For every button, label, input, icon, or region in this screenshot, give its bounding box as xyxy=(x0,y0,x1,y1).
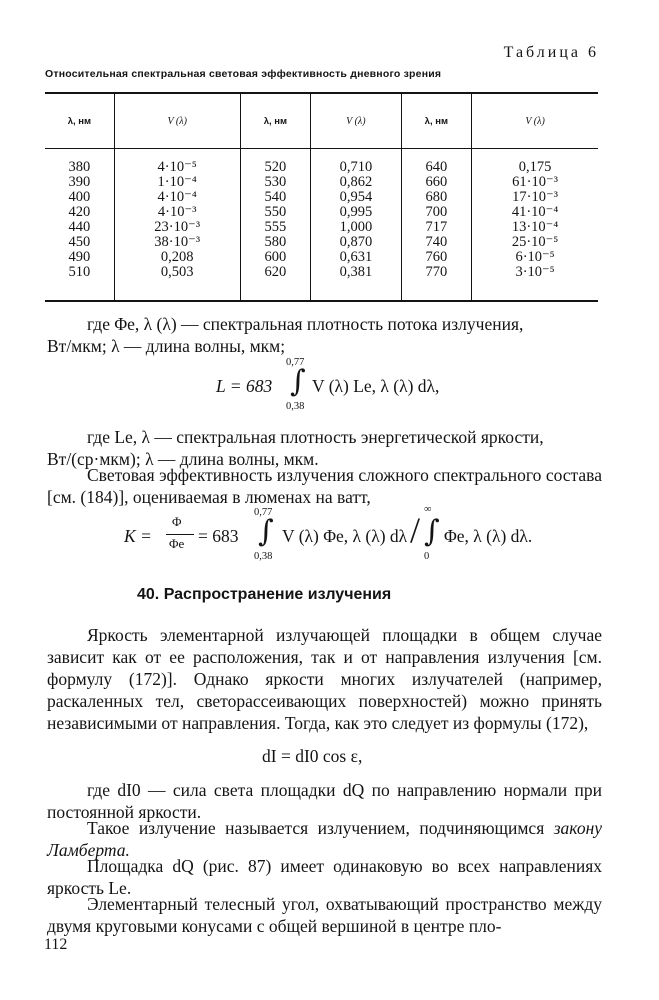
integrand: V (λ) Φe, λ (λ) dλ xyxy=(282,526,408,546)
table-cell: 6·10⁻⁵ xyxy=(515,249,555,265)
table-cell: 530 xyxy=(240,175,311,190)
paragraph-efficiency: Световая эффективность излучения сложного спектрального состава [см. (184)], оцениваемая в люменах на ватт, xyxy=(47,465,602,507)
table-cell: 0,175 xyxy=(518,159,552,175)
table-cell: 41·10⁻⁴ xyxy=(511,204,559,220)
table-cell: 61·10⁻³ xyxy=(512,174,558,190)
table-cell: 680 xyxy=(401,190,472,205)
division-slash: / xyxy=(410,510,421,550)
text-line: Вт/(ср·мкм); λ — длина волны, мкм. xyxy=(47,449,319,469)
upper-limit: ∞ xyxy=(424,504,432,515)
formula-lhs: L = 683 xyxy=(216,376,273,396)
table-cell: 0,631 xyxy=(311,250,401,265)
table-cell: 550 xyxy=(240,205,311,220)
table-cell: 38·10⁻³ xyxy=(114,235,240,250)
table-cell: 4·10⁻⁴ xyxy=(114,190,240,205)
paragraph-brightness: Яркость элементарной излучающей площадки в общем случае зависит как от ее расположения, так и от направления излучения [см. формулу (172)]. Однако яркости многих излучателей (например, раскаленных тел, светорассеивающих поверхностей) можно принять независимыми от направления. Тогда, как это следует из формулы (172), xyxy=(47,625,602,733)
table-cell: 0,954 xyxy=(311,190,401,205)
data-table xyxy=(45,92,598,302)
formula-lhs: K = xyxy=(124,526,152,546)
column-header: λ, нм xyxy=(45,93,114,149)
table-cell: 420 xyxy=(45,205,114,220)
table-cell: 4·10⁻⁵ xyxy=(114,149,240,176)
column-header: V (λ) xyxy=(311,93,401,149)
table-cell: 440 xyxy=(45,220,114,235)
table-header-row xyxy=(45,93,598,149)
table-cell: 740 xyxy=(401,235,472,250)
paragraph-solid-angle: Элементарный телесный угол, охватывающий пространство между двумя круговыми конусами с общей вершиной в центре пло- xyxy=(47,894,602,936)
table-row xyxy=(45,149,598,176)
column-header: λ, нм xyxy=(240,93,311,149)
lower-limit: 0,38 xyxy=(286,401,305,412)
upper-limit: 0,77 xyxy=(286,357,305,368)
table-cell: 700 xyxy=(401,205,472,220)
table-cell: 640 xyxy=(401,149,472,176)
text-line: где Le, λ — спектральная плотность энергетической яркости, xyxy=(87,427,544,447)
table-row xyxy=(45,265,598,301)
table-cell: 0,710 xyxy=(311,149,401,176)
table-cell: 25·10⁻⁵ xyxy=(511,234,559,250)
table-row xyxy=(45,250,598,265)
table-cell: 600 xyxy=(240,250,311,265)
lambert-law-term: закону Ламберта. xyxy=(47,818,603,860)
table-cell: 717 xyxy=(401,220,472,235)
fraction-numerator: Φ xyxy=(172,514,182,529)
table-cell: 17·10⁻³ xyxy=(512,189,558,205)
table-cell: 760 xyxy=(401,250,472,265)
table-row xyxy=(45,190,598,205)
table-cell: 540 xyxy=(240,190,311,205)
integrand: V (λ) Le, λ (λ) dλ, xyxy=(312,376,440,396)
table-cell: 23·10⁻³ xyxy=(114,220,240,235)
table-row xyxy=(45,205,598,220)
table-cell: 0,503 xyxy=(114,265,240,301)
table-cell: 520 xyxy=(240,149,311,176)
table-cell: 450 xyxy=(45,235,114,250)
table-cell: 4·10⁻³ xyxy=(114,205,240,220)
text-run: Такое излучение называется излучением, подчиняющимся xyxy=(87,818,545,838)
formula-lambert: dI = dI0 cos ε, xyxy=(262,746,363,766)
fraction-bar xyxy=(166,534,194,535)
table-row xyxy=(45,235,598,250)
paragraph-flux-definition xyxy=(47,313,602,357)
page-number: 112 xyxy=(44,936,68,953)
table-cell: 3·10⁻⁵ xyxy=(472,265,598,301)
table-row xyxy=(45,220,598,235)
lower-limit: 0 xyxy=(424,551,430,562)
text-line: где Φe, λ (λ) — спектральная плотность потока излучения, xyxy=(87,314,524,334)
table-cell: 0,381 xyxy=(311,265,401,301)
paragraph-intensity: где dI0 — сила света площадки dQ по направлению нормали при постоянной яркости. xyxy=(47,780,602,822)
text-line: Вт/мкм; λ — длина волны, мкм; xyxy=(47,336,286,356)
column-header: V (λ) xyxy=(472,93,598,149)
table-cell: 580 xyxy=(240,235,311,250)
table-cell: 555 xyxy=(240,220,311,235)
table-row xyxy=(45,175,598,190)
table-cell: 510 xyxy=(45,265,114,301)
formula-coefficient: = 683 xyxy=(198,526,239,546)
integral-sign: ∫ xyxy=(424,514,440,549)
section-heading: 40. Распространение излучения xyxy=(137,586,392,603)
column-header: λ, нм xyxy=(401,93,472,149)
table-cell: 490 xyxy=(45,250,114,265)
table-cell: 0,862 xyxy=(311,175,401,190)
integral-sign: ∫ xyxy=(258,514,274,549)
table-cell: 390 xyxy=(45,175,114,190)
table-cell: 770 xyxy=(401,265,472,301)
table-cell: 0,870 xyxy=(311,235,401,250)
table-cell: 380 xyxy=(45,149,114,176)
table-cell: 1·10⁻⁴ xyxy=(114,175,240,190)
integral-sign: ∫ xyxy=(290,364,306,399)
table-caption: Относительная спектральная световая эффективность дневного зрения xyxy=(45,68,442,80)
table-cell: 620 xyxy=(240,265,311,301)
table-cell: 0,995 xyxy=(311,205,401,220)
table-label: Таблица 6 xyxy=(503,44,599,61)
table-cell: 660 xyxy=(401,175,472,190)
table-cell: 1,000 xyxy=(311,220,401,235)
lower-limit: 0,38 xyxy=(254,551,273,562)
column-header: V (λ) xyxy=(114,93,240,149)
integrand: Φe, λ (λ) dλ. xyxy=(444,526,533,546)
table-cell: 400 xyxy=(45,190,114,205)
paragraph-surface: Площадка dQ (рис. 87) имеет одинаковую во всех направлениях яркость Le. xyxy=(47,856,602,898)
upper-limit: 0,77 xyxy=(254,507,273,518)
table-cell: 13·10⁻⁴ xyxy=(511,219,559,235)
fraction-denominator: Φe xyxy=(169,536,185,551)
table-cell: 0,208 xyxy=(114,250,240,265)
